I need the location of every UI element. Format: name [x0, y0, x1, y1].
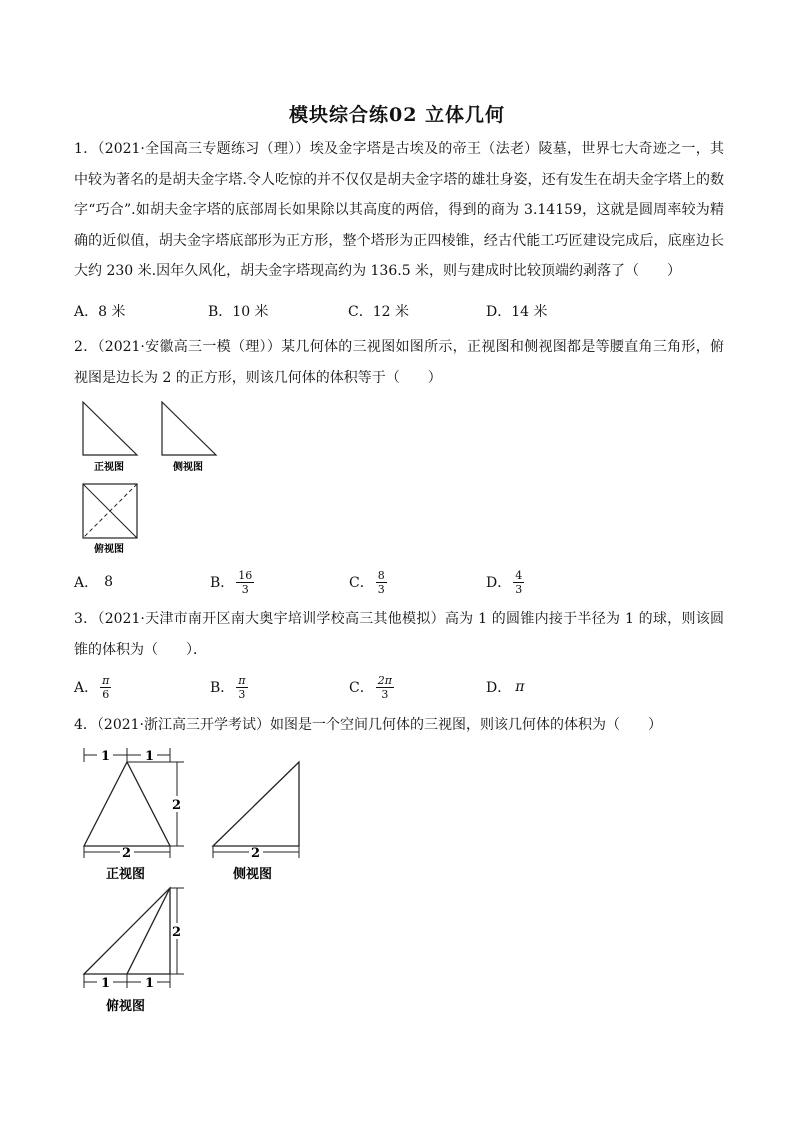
q3-option-d-letter: D．: [486, 680, 512, 696]
q3-option-a: [74, 672, 111, 702]
q4-top-view: [84, 888, 184, 1014]
q4-three-view-figure: [70, 742, 320, 1022]
question-1-text: 1．（2021·全国高三专题练习（理））埃及金字塔是古埃及的帝王（法老）陵墓，世界七大奇迹之一，其中较为著名的是胡夫金字塔.令人吃惊的并不仅仅是胡夫金字塔的雄壮身姿，还有发生在胡夫金字塔上的数字“巧合”.如胡夫金字塔的底部周长如果除以其高度的两倍，得到的商为 3.14159，这就是圆周率较为精确的近似值，胡夫金字塔底部形为正方形，整个塔形为正四棱锥，经古代能工巧匠建设完成后，底座边长大约 230 米.因年久风化，胡夫金字塔现高约为 136.5 米，则与建成时比较顶端约剥落了（ ）: [74, 141, 724, 279]
q2-option-b-letter: B．: [210, 575, 235, 591]
q2-front-view-triangle: [83, 402, 137, 455]
q4-top-view-label: 俯视图: [106, 999, 146, 1014]
page-title: 模块综合练02 立体几何: [288, 104, 506, 126]
q2-option-c: [349, 567, 387, 597]
fraction-denominator: 6: [102, 687, 110, 701]
q4-front-view-triangle: [84, 762, 170, 846]
q1-option-c: C．12 米: [348, 304, 409, 320]
q4-front-dim-height: 2: [172, 798, 182, 813]
q2-option-c-letter: C．: [349, 575, 374, 591]
q2-option-d: [486, 567, 524, 597]
q3-option-b-letter: B．: [210, 680, 235, 696]
q3-option-c-fraction: [376, 674, 394, 701]
question-4-text: 4．（2021·浙江高三开学考试）如图是一个空间几何体的三视图，则该几何体的体积为（ ）: [74, 717, 662, 733]
question-2-text: 2．（2021·安徽高三一模（理））某几何体的三视图如图所示，正视图和侧视图都是等腰直角三角形，俯视图是边长为 2 的正方形，则该几何体的体积等于（ ）: [74, 339, 724, 386]
q1-option-b: B．10 米: [208, 304, 269, 320]
q2-option-a: [74, 567, 113, 597]
q2-front-view-label: 正视图: [94, 462, 124, 473]
q4-side-dim-base: 2: [251, 846, 261, 861]
q4-front-dim-left: 1: [101, 749, 111, 764]
fraction-denominator: 3: [377, 582, 385, 596]
fraction-numerator: 2π: [377, 673, 392, 687]
q3-option-d: [486, 672, 524, 702]
q2-option-b-fraction: [236, 569, 254, 596]
q3-option-b-fraction: [236, 674, 247, 701]
fraction-numerator: π: [102, 673, 110, 687]
fraction-numerator: 8: [377, 568, 385, 582]
q4-side-view-triangle: [213, 762, 299, 846]
q4-front-dim-base: 2: [122, 846, 132, 861]
q4-side-view: [213, 762, 299, 882]
fraction-numerator: 16: [238, 568, 253, 582]
q4-top-view-outer-triangle: [84, 888, 170, 974]
q2-side-view-triangle: [162, 402, 216, 455]
q2-option-b: [210, 567, 254, 597]
q3-option-d-value: π: [515, 679, 525, 695]
q4-front-view-label: 正视图: [106, 867, 146, 882]
q4-top-dim-left: 1: [101, 976, 111, 991]
q2-option-c-fraction: [376, 569, 387, 596]
q3-option-b: [210, 672, 248, 702]
q2-option-a-letter: A．: [74, 575, 99, 591]
fraction-denominator: 3: [238, 687, 246, 701]
fraction-denominator: 3: [381, 687, 389, 701]
q2-option-a-value: 8: [104, 574, 114, 590]
q3-option-a-fraction: [100, 674, 111, 701]
q4-top-view-inner-edge: [127, 888, 170, 974]
q2-three-view-figure: [70, 396, 230, 562]
q1-option-d: D．14 米: [486, 304, 548, 320]
q2-top-view-label: 俯视图: [94, 544, 124, 555]
question-3-text: 3．（2021·天津市南开区南大奥宇培训学校高三其他模拟）高为 1 的圆锥内接于半径为 1 的球，则该圆锥的体积为（ ）．: [74, 611, 724, 658]
q4-top-dim-height: 2: [172, 925, 182, 940]
q4-front-dim-right: 1: [145, 749, 155, 764]
q2-option-d-fraction: [513, 569, 524, 596]
fraction-denominator: 3: [241, 582, 249, 596]
q2-option-d-letter: D．: [486, 575, 512, 591]
q3-option-c-letter: C．: [349, 680, 374, 696]
q4-side-view-label: 侧视图: [233, 867, 273, 882]
fraction-denominator: 3: [515, 582, 523, 596]
q3-option-a-letter: A．: [74, 680, 99, 696]
q3-option-c: [349, 672, 394, 702]
fraction-numerator: π: [238, 673, 246, 687]
fraction-numerator: 4: [515, 568, 523, 582]
q2-side-view-label: 侧视图: [173, 462, 203, 473]
q1-option-a: A．8 米: [74, 304, 126, 320]
q4-front-view: [84, 748, 184, 882]
q4-top-dim-right: 1: [145, 976, 155, 991]
